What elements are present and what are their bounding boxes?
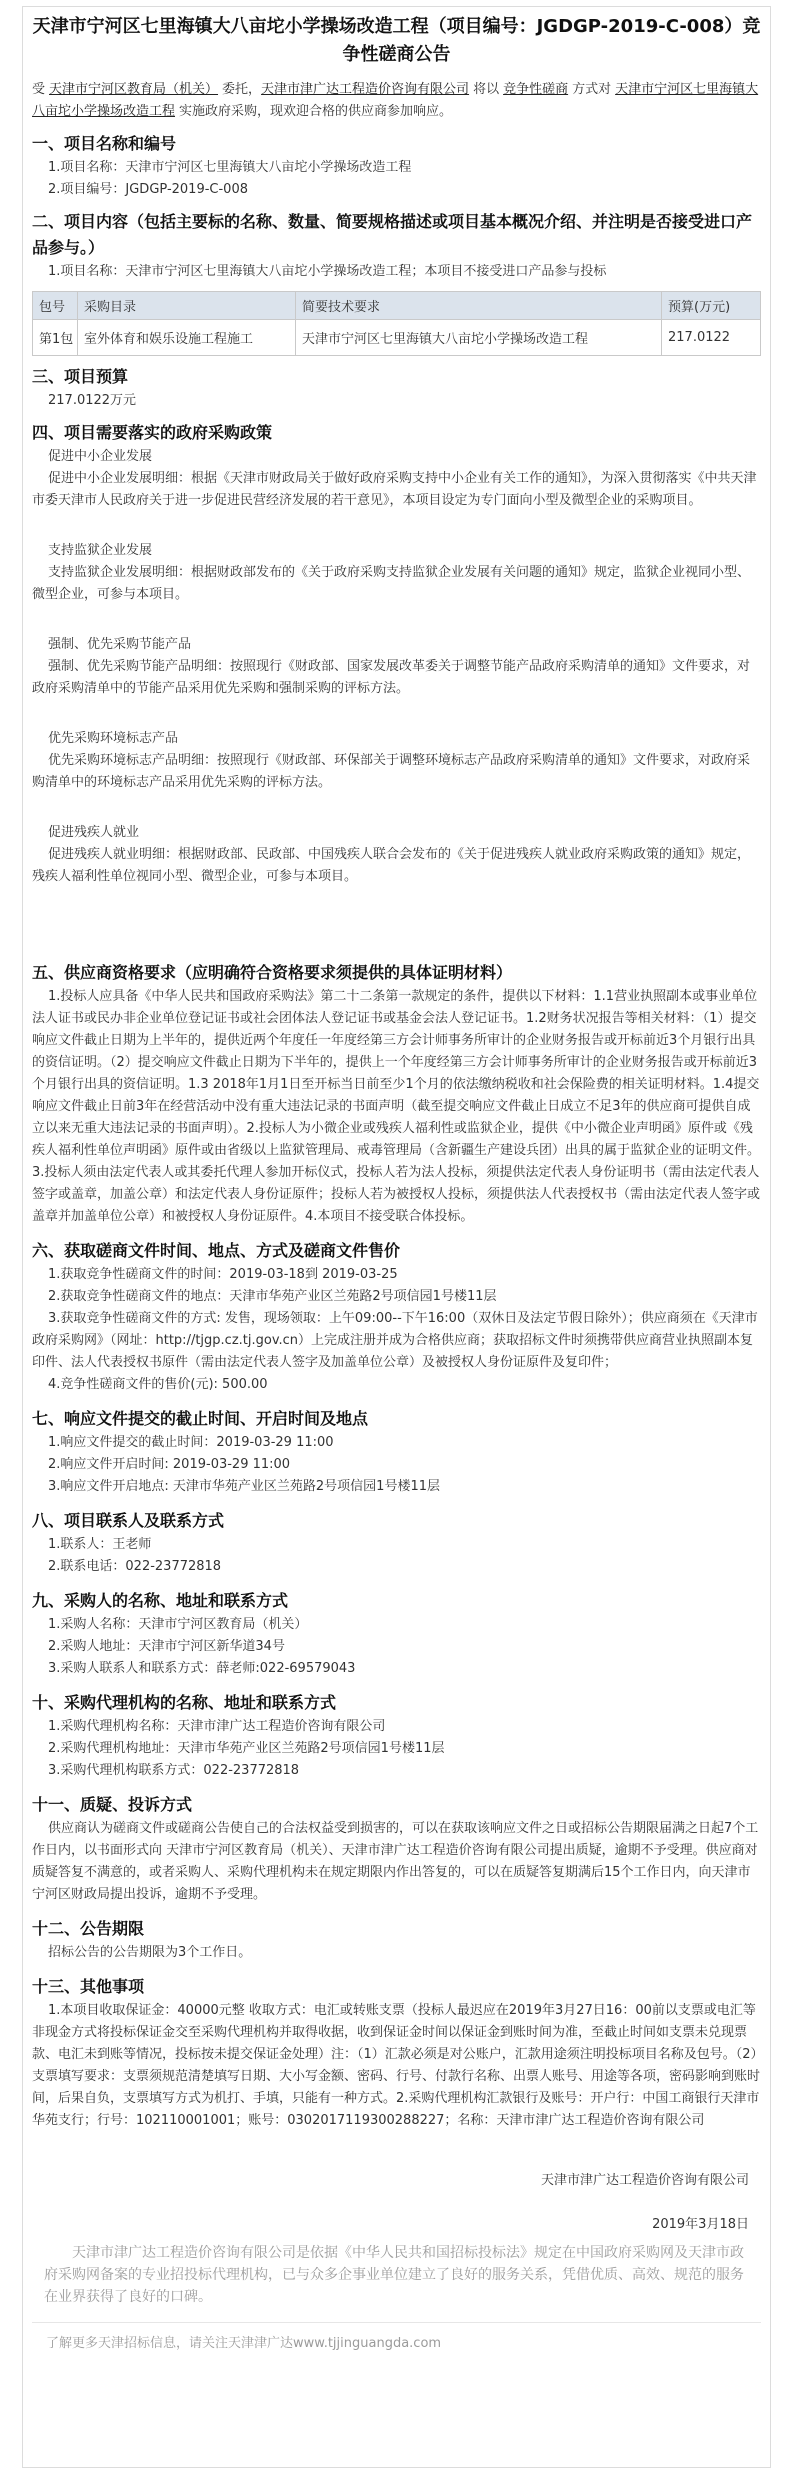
section-heading-1: 一、项目名称和编号 (32, 134, 177, 153)
section-complaints (32, 1792, 761, 1906)
section-heading-4: 四、项目需要落实的政府采购政策 (32, 423, 273, 442)
policy-sme (32, 446, 761, 512)
section-heading-3: 三、项目预算 (32, 367, 129, 386)
intro-paragraph (32, 79, 761, 123)
policy-title: 促进残疾人就业 (48, 825, 140, 840)
col-header-requirements: 简要技术要求 (296, 292, 662, 320)
col-header-catalog: 采购目录 (78, 292, 296, 320)
intro-project-name: 天津市宁河区七里海镇大八亩坨小学操场改造工程 (32, 82, 759, 119)
project-number-line: 2.项目编号：JGDGP-2019-C-008 (48, 182, 248, 197)
opening-time-line: 2.响应文件开启时间: 2019-03-29 11:00 (48, 1457, 291, 1472)
policy-title: 支持监狱企业发展 (48, 543, 153, 558)
section-heading-6: 六、获取磋商文件时间、地点、方式及磋商文件售价 (32, 1241, 401, 1260)
intro-will-use-text: 将以 (473, 82, 500, 97)
intro-purchaser-name: 天津市宁河区教育局（机关） (49, 82, 219, 97)
section-procurement-policies (32, 420, 761, 888)
section-supplier-qualifications (32, 960, 761, 1228)
intro-method-suffix: 方式对 (572, 82, 612, 97)
package-table (32, 291, 761, 356)
section-other-matters (32, 1974, 761, 2132)
contact-person-line: 1.联系人：王老师 (48, 1537, 152, 1552)
obtain-method-line: 3.获取竞争性磋商文件的方式: 发售，现场领取：上午09:00--下午16:00（双休日及法定节假日除外）；供应商须在《天津市政府采购网》（网址：http://tjgp.cz.tj.gov.cn）上完成注册并成为合格供应商；获取招标文件时须携带供应商营业执照副本复印件、法人代表授权书原件（需由法定代表人签字及加盖单位公章）及被授权人身份证原件及复印件； (32, 1311, 758, 1370)
intro-agency-name: 天津市津广达工程造价咨询有限公司 (261, 82, 470, 97)
purchaser-name-line: 1.采购人名称：天津市宁河区教育局（机关） (48, 1617, 308, 1632)
section-agency-info (32, 1690, 761, 1782)
section-heading-11: 十一、质疑、投诉方式 (32, 1795, 193, 1814)
signature-date: 2019年3月18日 (652, 2217, 749, 2232)
section-heading-8: 八、项目联系人及联系方式 (32, 1511, 225, 1530)
complaints-body: 供应商认为磋商文件或磋商公告使自己的合法权益受到损害的，可以在获取该响应文件之日或招标公告期限届满之日起7个工作日内，以书面形式向 天津市宁河区教育局（机关）、天津市津广达工程造价咨询有限公司提出质疑，逾期不予受理。供应商对质疑答复不满意的，或者采购人、采购代理机构未在规定期限内作出答复的，可以在质疑答复期满后15个工作日内，向天津市宁河区财政局提出投诉，逾期不予受理。 (32, 1821, 759, 1902)
agency-name-line: 1.采购代理机构名称：天津市津广达工程造价咨询有限公司 (48, 1719, 386, 1734)
policy-energy-saving (32, 634, 761, 700)
policy-title: 优先采购环境标志产品 (48, 731, 179, 746)
purchaser-contact-line: 3.采购人联系人和联系方式：薛老师:022-69579043 (48, 1661, 356, 1676)
policy-disabled-employment (32, 822, 761, 888)
section-heading-5: 五、供应商资格要求（应明确符合资格要求须提供的具体证明材料） (32, 963, 513, 982)
section-heading-2: 二、项目内容（包括主要标的名称、数量、简要规格描述或项目基本概况介绍、并注明是否接受进口产品参与。） (32, 212, 753, 257)
budget-amount-line: 217.0122万元 (48, 393, 137, 408)
announcement-page (22, 6, 771, 2468)
project-content-line: 1.项目名称：天津市宁河区七里海镇大八亩坨小学操场改造工程；本项目不接受进口产品参与投标 (48, 264, 607, 279)
obtain-time-line: 1.获取竞争性磋商文件的时间：2019-03-18到 2019-03-25 (48, 1267, 398, 1282)
cell-requirements: 天津市宁河区七里海镇大八亩坨小学操场改造工程 (296, 320, 662, 356)
section-heading-10: 十、采购代理机构的名称、地址和联系方式 (32, 1693, 337, 1712)
obtain-place-line: 2.获取竞争性磋商文件的地点：天津市华苑产业区兰苑路2号项信园1号楼11层 (48, 1289, 497, 1304)
notice-period-body: 招标公告的公告期限为3个工作日。 (48, 1945, 252, 1960)
table-header-row (33, 292, 761, 320)
intro-entrust-text: 委托， (222, 82, 262, 97)
agency-contact-line: 3.采购代理机构联系方式：022-23772818 (48, 1763, 300, 1778)
signature-company: 天津市津广达工程造价咨询有限公司 (540, 2173, 749, 2188)
section-project-budget (32, 364, 761, 412)
purchaser-address-line: 2.采购人地址：天津市宁河区新华道34号 (48, 1639, 285, 1654)
section-obtain-documents (32, 1238, 761, 1396)
section-project-content (32, 209, 761, 356)
opening-place-line: 3.响应文件开启地点: 天津市华苑产业区兰苑路2号项信园1号楼11层 (48, 1479, 440, 1494)
section-project-name-and-number (32, 131, 761, 201)
section-notice-period (32, 1916, 761, 1964)
col-header-budget: 预算(万元) (662, 292, 761, 320)
contact-phone-line: 2.联系电话：022-23772818 (48, 1559, 222, 1574)
cell-package-no: 第1包 (33, 320, 78, 356)
qualifications-body: 1.投标人应具备《中华人民共和国政府采购法》第二十二条第一款规定的条件，提供以下材料：1.1营业执照副本或事业单位法人证书或民办非企业单位登记证书或社会团体法人登记证书或基金会法人登记证书。1.2财务状况报告等相关材料：（1）提交响应文件截止日期为上半年的，提供近两个年度任一年度经第三方会计师事务所审计的企业财务报告或开标前近3个月银行出具的资信证明。（2）提交响应文件截止日期为下半年的，提供上一个年度经第三方会计师事务所审计的企业财务报告或开标前近3个月银行出具的资信证明。1.3 2018年1月1日至开标当日前至少1个月的依法缴纳税收和社会保险费的相关证明材料。1.4提交响应文件截止日前3年在经营活动中没有重大违法记录的书面声明（截至提交响应文件截止日成立不足3年的供应商可提供自成立以来无重大违法记录的书面声明）。2.投标人为小微企业或残疾人福利性或监狱企业，提供《中小微企业声明函》原件或《残疾人福利性单位声明函》原件或由省级以上监狱管理局、戒毒管理局（含新疆生产建设兵团）出具的属于监狱企业的证明文件。3.投标人须由法定代表人或其委托代理人参加开标仪式，投标人若为法人投标，须提供法定代表人身份证明书（需由法定代表人签字或盖章，加盖公章）和法定代表人身份证原件；投标人若为被授权人投标，须提供法人代表授权书（需由法定代表人签字或盖章并加盖单位公章）和被授权人身份证原件。4.本项目不接受联合体投标。 (32, 989, 761, 1224)
section-heading-13: 十三、其他事项 (32, 1977, 145, 1996)
intro-lead: 受 (32, 82, 46, 97)
section-heading-12: 十二、公告期限 (32, 1919, 145, 1938)
document-price-line: 4.竞争性磋商文件的售价(元): 500.00 (48, 1377, 268, 1392)
policy-detail: 支持监狱企业发展明细：根据财政部发布的《关于政府采购支持监狱企业发展有关问题的通知》规定，监狱企业视同小型、微型企业，可参与本项目。 (32, 565, 751, 602)
section-heading-7: 七、响应文件提交的截止时间、开启时间及地点 (32, 1409, 369, 1428)
cell-catalog: 室外体育和娱乐设施工程施工 (78, 320, 296, 356)
policy-prison-enterprise (32, 540, 761, 606)
policy-title: 促进中小企业发展 (48, 449, 153, 464)
section-purchaser-info (32, 1588, 761, 1680)
policy-environmental-label (32, 728, 761, 794)
section-response-deadline (32, 1406, 761, 1498)
policy-detail: 促进中小企业发展明细：根据《天津市财政局关于做好政府采购支持中小企业有关工作的通知》，为深入贯彻落实《中共天津市委天津市人民政府关于进一步促进民营经济发展的若干意见》，本项目设定为专门面向小型及微型企业的采购项目。 (32, 471, 757, 508)
more-info-footer: 了解更多天津招标信息，请关注天津津广达www.tjjinguangda.com (32, 2322, 761, 2355)
section-heading-9: 九、采购人的名称、地址和联系方式 (32, 1591, 289, 1610)
page-title: 天津市宁河区七里海镇大八亩坨小学操场改造工程（项目编号：JGDGP-2019-C-008）竞争性磋商公告 (32, 16, 761, 65)
policy-detail: 强制、优先采购节能产品明细：按照现行《财政部、国家发展改革委关于调整节能产品政府采购清单的通知》文件要求，对政府采购清单中的节能产品采用优先采购和强制采购的评标方法。 (32, 659, 751, 696)
col-header-package-no: 包号 (33, 292, 78, 320)
policy-detail: 促进残疾人就业明细：根据财政部、民政部、中国残疾人联合会发布的《关于促进残疾人就业政府采购政策的通知》规定，残疾人福利性单位视同小型、微型企业，可参与本项目。 (32, 847, 751, 884)
intro-tail-text: 实施政府采购，现欢迎合格的供应商参加响应。 (179, 104, 453, 119)
policy-title: 强制、优先采购节能产品 (48, 637, 192, 652)
agency-about-footer: 天津市津广达工程造价咨询有限公司是依据《中华人民共和国招标投标法》规定在中国政府采购网及天津市政府采购网备案的专业招投标代理机构，已与众多企事业单位建立了良好的服务关系，凭借优质、高效、规范的服务在业界获得了良好的口碑。 (44, 2245, 744, 2305)
intro-procurement-method: 竞争性磋商 (503, 82, 569, 97)
agency-address-line: 2.采购代理机构地址：天津市华苑产业区兰苑路2号项信园1号楼11层 (48, 1741, 445, 1756)
table-row (33, 320, 761, 356)
section-project-contact (32, 1508, 761, 1578)
project-name-line: 1.项目名称：天津市宁河区七里海镇大八亩坨小学操场改造工程 (48, 160, 412, 175)
other-matters-body: 1.本项目收取保证金：40000元整 收取方式：电汇或转账支票（投标人最迟应在2019年3月27日16：00前以支票或电汇等非现金方式将投标保证金交至采购代理机构并取得收据，收到保证金时间以保证金到账时间为准，至截止时间如支票未兑现票款、电汇未到账等情况，投标按未提交保证金处理）注：（1）汇款必须是对公账户，汇款用途须注明投标项目名称及包号。（2）支票填写要求：支票须规范清楚填写日期、大小写金额、密码、行号、付款行名称、出票人账号、用途等各项，密码影响到账时间，后果自负，支票填写方式为机打、手填，只能有一种方式。2.采购代理机构汇款银行及账号：开户行：中国工商银行天津市华苑支行；行号：102110001001；账号：0302017119300288227；名称：天津市津广达工程造价咨询有限公司 (32, 2003, 761, 2128)
submission-deadline-line: 1.响应文件提交的截止时间：2019-03-29 11:00 (48, 1435, 334, 1450)
policy-detail: 优先采购环境标志产品明细：按照现行《财政部、环保部关于调整环境标志产品政府采购清单的通知》文件要求，对政府采购清单中的环境标志产品采用优先采购的评标方法。 (32, 753, 751, 790)
cell-budget: 217.0122 (662, 320, 761, 356)
